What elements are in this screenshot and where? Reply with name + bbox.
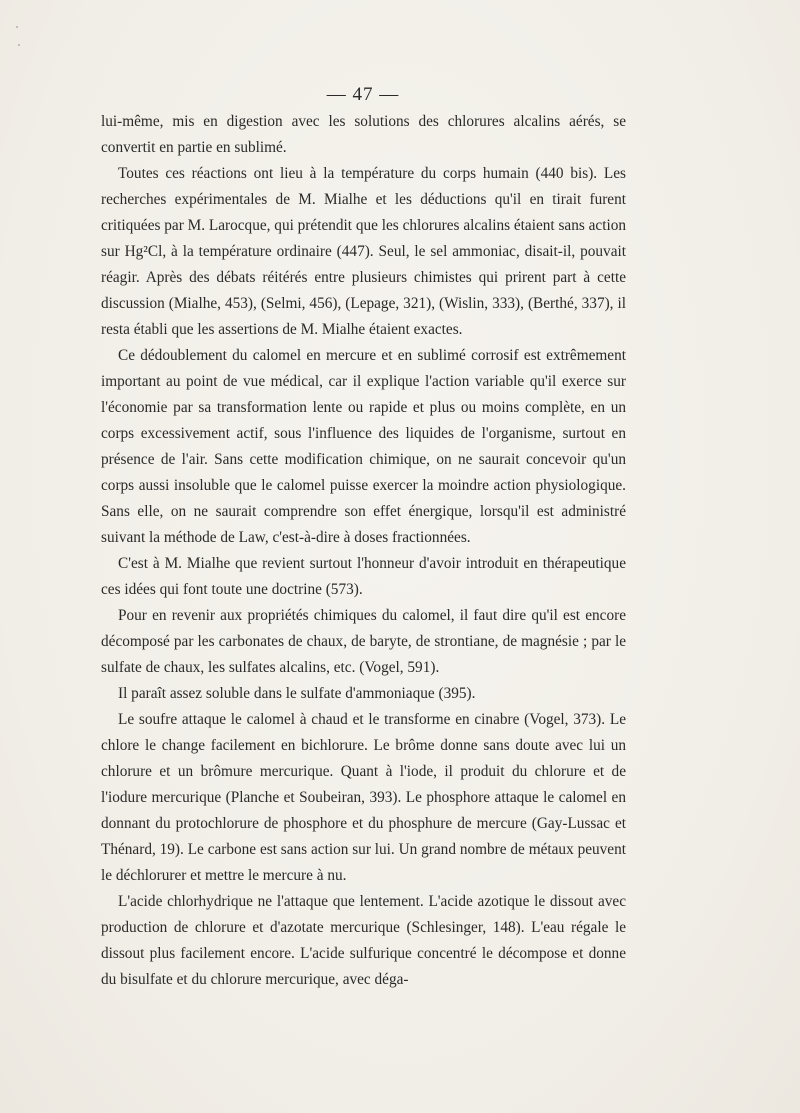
paragraph: Le soufre attaque le calomel à chaud et le transforme en cinabre (Vogel, 373). Le chlore le change facilement en bichlorure. Le brôme donne sans doute avec lui un chlorure et un brômure mercurique. Quant à l'iode, il produit du chlorure et de l'iodure mercurique (Planche et Soubeiran, 393). Le phosphore attaque le calomel en donnant du protochlorure de phosphore et du phosphure de mercure (Gay-Lussac et Thénard, 19). Le carbone est sans action sur lui. Un grand nombre de métaux peuvent le déchlorurer et mettre le mercure à nu. xyxy=(101,711,626,884)
paper-speck xyxy=(16,26,18,28)
paragraph: L'acide chlorhydrique ne l'attaque que lentement. L'acide azotique le dissout avec production de chlorure et d'azotate mercurique (Schlesinger, 148). L'eau régale le dissout plus facilement encore. L'acide sulfurique concentré le décompose et donne du bisulfate et du chlorure mercurique, avec déga- xyxy=(101,893,626,988)
paper-speck xyxy=(18,44,20,46)
paragraph: Ce dédoublement du calomel en mercure et en sublimé corrosif est extrêmement important au point de vue médical, car il explique l'action variable qu'il exerce sur l'économie par sa transformation lente ou rapide et plus ou moins complète, en un corps excessivement actif, sous l'influence des liquides de l'organisme, surtout en présence de l'air. Sans cette modification chimique, on ne saurait concevoir qu'un corps aussi insoluble que le calomel puisse exercer la moindre action physiologique. Sans elle, on ne saurait comprendre son effet énergique, lorsqu'il est administré suivant la méthode de Law, c'est-à-dire à doses fractionnées. xyxy=(101,347,626,546)
paragraph: Pour en revenir aux propriétés chimiques du calomel, il faut dire qu'il est encore décomposé par les carbonates de chaux, de baryte, de strontiane, de magnésie ; par le sulfate de chaux, les sulfates alcalins, etc. (Vogel, 591). xyxy=(101,607,626,676)
page-number: — 47 — xyxy=(326,84,400,105)
body-text xyxy=(101,109,626,993)
paragraph: Toutes ces réactions ont lieu à la température du corps humain (440 bis). Les recherches expérimentales de M. Mialhe et les déductions qu'il en tirait furent critiquées par M. Larocque, qui prétendit que les chlorures alcalins étaient sans action sur Hg²Cl, à la température ordinaire (447). Seul, le sel ammoniac, disait-il, pouvait réagir. Après des débats réitérés entre plusieurs chimistes qui prirent part à cette discussion (Mialhe, 453), (Selmi, 456), (Lepage, 321), (Wislin, 333), (Berthé, 337), il resta établi que les assertions de M. Mialhe étaient exactes. xyxy=(101,165,627,338)
paragraph: C'est à M. Mialhe que revient surtout l'honneur d'avoir introduit en thérapeutique ces idées qui font toute une doctrine (573). xyxy=(101,555,626,598)
paragraph: lui-même, mis en digestion avec les solutions des chlorures alcalins aérés, se convertit en partie en sublimé. xyxy=(101,113,626,156)
paragraph: Il paraît assez soluble dans le sulfate d'ammoniaque (395). xyxy=(118,685,476,702)
